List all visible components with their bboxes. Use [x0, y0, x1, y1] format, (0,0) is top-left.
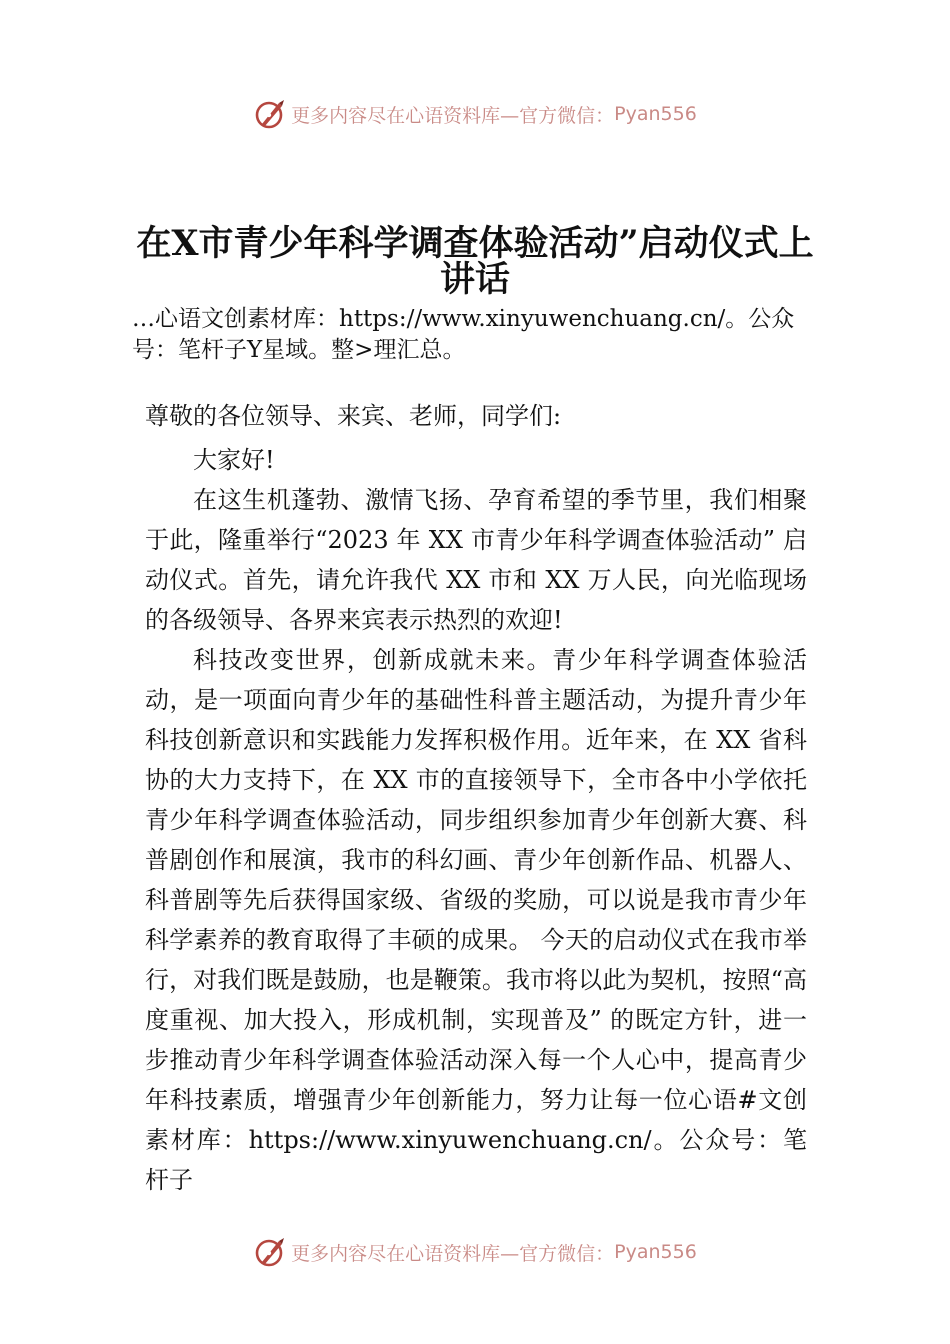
paragraph-main: 科技改变世界，创新成就未来。青少年科学调查体验活动，是一项面向青少年的基础性科普主题活动，为提升青少年科技创新意识和实践能力发挥积极作用。近年来，在 XX 省科协的大力支持下，在 XX 市的直接领导下，全市各中小学依托青少年科学调查体验活动，同步组织参加青少年创新大赛、科普剧创作和展演，我市的科幻画、青少年创新作品、机器人、科普剧等先后获得国家级、省级的奖励，可以说是我市青少年科学素养的教育取得了丰硕的成果。 今天的启动仪式在我市举行，对我们既是鼓励，也是鞭策。我市将以此为契机，按照“高度重视、加大投入，形成机制，实现普及” 的既定方针，进一步推动青少年科学调查体验活动深入每一个人心中，提高青少年科技素质，增强青少年创新能力，努力让每一位心语#文创素材库：https://www.xinyuwenchuang.cn/。公众号：笔杆子 [145, 646, 807, 1194]
salutation: 尊敬的各位领导、来宾、老师，同学们: [145, 402, 562, 430]
banner-text: 更多内容尽在心语资料库—官方微信： [291, 1242, 615, 1265]
document-title: 在X市青少年科学调查体验活动”启动仪式上讲话 [136, 223, 814, 300]
source-note: …心语文创素材库：https://www.xinyuwenchuang.cn/。公众号：笔杆子Y星域。整>理汇总。 [132, 306, 795, 363]
paragraph-welcome: 在这生机蓬勃、激情飞扬、孕育希望的季节里，我们相聚于此，隆重举行“2023 年 XX 市青少年科学调查体验活动” 启动仪式。首先，请允许我代 XX 市和 XX 万人民，向光临现场的各级领导、各界来宾表示热烈的欢迎! [145, 486, 807, 634]
banner-wechat-id: Pyan556 [614, 103, 697, 125]
header-watermark-banner [0, 94, 950, 134]
quill-pen-logo-icon [253, 1235, 287, 1269]
banner-text: 更多内容尽在心语资料库—官方微信： [291, 104, 615, 127]
footer-watermark-banner [0, 1232, 950, 1272]
quill-pen-logo-icon [253, 97, 287, 131]
paragraph-greeting: 大家好! [193, 446, 275, 474]
speech-body [145, 440, 807, 1200]
banner-wechat-id: Pyan556 [614, 1241, 697, 1263]
